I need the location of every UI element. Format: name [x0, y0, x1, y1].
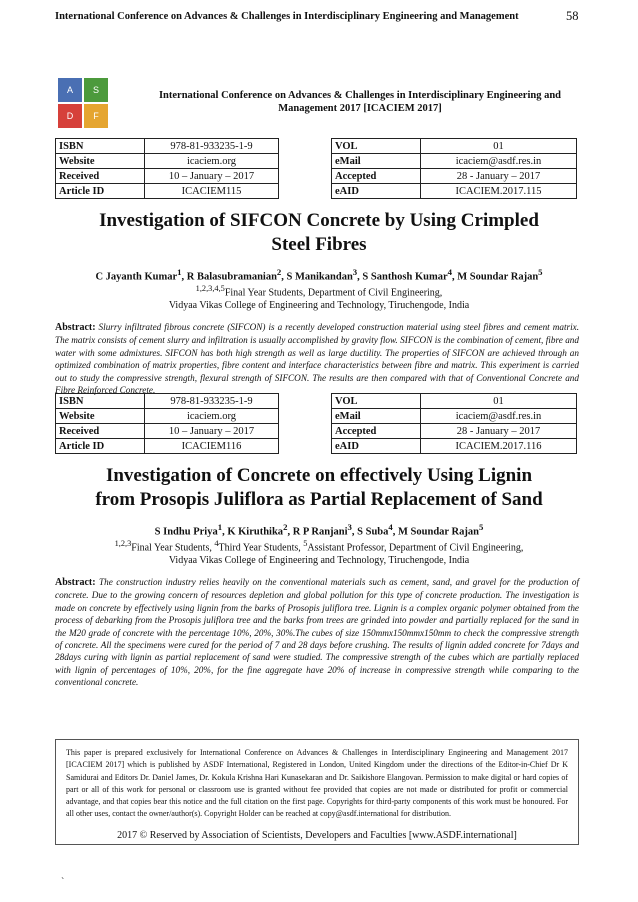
table-row [56, 424, 279, 439]
abstract-text: The construction industry relies heavily on the conventional materials such as cement, sand, and gravel for the production of concrete. Due to the growing concern of resources depletion and global pollution for this type of concrete production. The investigation is made on concrete by effectively using lignin from the barks of Prosopis juliflora tree. Lignin is a complex organic polymer obtained from the process of debarking from the Prosopis juliflora tree and the barks from trees are grinded into powder and partially replaced for the sand in the M20 grade of concrete with the percentage 10%, 20%, 30%.The cubes of size 150mmx150mmx150mm to check the compressive strength of concrete. All the specimens were cured for the period of 7 and 28 days before crushing. The results of lignin added concrete for 7days and 28days curing with lignin as partial replacement of sand were studied. The compressive strength of the cubes which are partially replaced with lignin of percentages of 10%, 20%, for the fine aggregate have 20% of increase in compressive strength while comparing to the conventional concrete. [55, 577, 579, 688]
author-sup: 1 [177, 267, 182, 277]
meta-email[interactable]: icaciem@asdf.res.in [421, 409, 577, 424]
author-name: S Indhu Priya [154, 526, 218, 538]
meta-value: 10 – January – 2017 [145, 169, 279, 184]
paper1-meta-left [55, 138, 279, 199]
affil-text: Third Year Students, [218, 542, 304, 554]
author-sup: 4 [447, 267, 452, 277]
meta-value: ICACIEM.2017.115 [421, 184, 577, 199]
meta-value: icaciem.org [145, 154, 279, 169]
paper2-abstract [55, 576, 579, 689]
table-row [332, 139, 577, 154]
author-name: R P Ranjani [292, 526, 348, 538]
author-name: S Santhosh Kumar [362, 271, 448, 283]
copyright-line: 2017 © Reserved by Association of Scientists, Developers and Faculties [www.ASDF.international] [117, 829, 517, 841]
table-row [332, 169, 577, 184]
affil-sup: 5 [303, 539, 308, 548]
affil-sup: 4 [214, 539, 219, 548]
meta-value: 28 - January – 2017 [421, 169, 577, 184]
meta-key: Received [56, 169, 145, 184]
paper2-meta-right [331, 393, 577, 454]
abstract-text: Slurry infiltrated fibrous concrete (SIFCON) is a recently developed construction material using steel fibres and cement matrix. The matrix consists of cement slurry and infiltration is usually accomplished by gravity flow. SIFCON is the combination of cement, fibre and water with some admixtures. SIFCON has both high strength as well as large ductility. The properties of SIFCON are achieved through an optimized combination of matrix properties, fibre content and interface characteristics between fibre and matrix. This experiment is carried out to study the compressive strength, flexural strength of SIFCON. The results are then compared with that of Conventional Concrete and Fibre Reinforced Concrete. [55, 322, 579, 396]
notice-text: This paper is prepared exclusively for International Conference on Advances & Challenges in Interdisciplinary Engineering and Management 2017 [ICACIEM 2017] which is published by ASDF International, Registered in London, United Kingdom under the directions of the Editor-in-Chief Dr K Samidurai and Editors Dr. Daniel James, Dr. Kokula Krishna Hari Kunasekaran and Dr. Saikishore Elangovan. Permission to make digital or hard copies of part or all of this work for personal or classroom use is granted without fee provided that copies are not made or distributed for profit or commercial advantage, and that copies bear this notice and the full citation on the first page. Copyrights for third-party components of this work must be honoured. For all other uses, contact the owner/author(s). Copyright Holder can be reached at copy@asdf.international for distribution. [66, 748, 568, 819]
paper1-authors: C Jayanth Kumar$^1$, R Balasubramanian$^2$, S Manikandan$^3$, S Santhosh Kumar$^4$, M Soundar Rajan$^5$ [95, 267, 543, 283]
meta-key: Accepted [332, 169, 421, 184]
paper2-authors: S Indhu Priya$^1$, K Kiruthika$^2$, R P Ranjani$^3$, S Suba$^4$, M Soundar Rajan$^5$ [154, 522, 484, 538]
table-row [332, 439, 577, 454]
meta-value: ICACIEM.2017.116 [421, 439, 577, 454]
author-name: K Kiruthika [227, 526, 284, 538]
table-row [56, 139, 279, 154]
logo-letter-f: F [84, 104, 108, 128]
author-sup: 3 [347, 522, 352, 532]
asdf-logo [58, 78, 108, 128]
meta-key: eMail [332, 409, 421, 424]
meta-key: eAID [332, 439, 421, 454]
affil-text: Assistant Professor, Department of Civil Engineering, [307, 542, 524, 554]
table-row [56, 169, 279, 184]
paper2-affiliation [40, 537, 598, 567]
footer-mark: ` [61, 877, 65, 888]
meta-key: Article ID [56, 184, 145, 199]
table-row [56, 439, 279, 454]
table-row [332, 154, 577, 169]
author-name: M Soundar Rajan [457, 271, 539, 283]
affil-line: Vidyaa Vikas College of Engineering and Technology, Tiruchengode, India [168, 300, 470, 312]
logo-letter-s: S [84, 78, 108, 102]
meta-key: eMail [332, 154, 421, 169]
author-sup: 5 [478, 522, 484, 532]
page-number: 58 [566, 9, 579, 23]
meta-key: ISBN [56, 139, 145, 154]
copyright-notice-box [55, 739, 579, 845]
meta-value: ICACIEM115 [145, 184, 279, 199]
paper1-abstract [55, 321, 579, 396]
paper2-meta-left [55, 393, 279, 454]
paper2-title [40, 464, 598, 512]
author-name: C Jayanth Kumar [95, 271, 178, 283]
affil-sup: 1,2,3,4,5 [195, 284, 225, 293]
paper1-meta-right [331, 138, 577, 199]
author-name: M Soundar Rajan [398, 526, 479, 538]
meta-value: 01 [421, 394, 577, 409]
table-row [56, 409, 279, 424]
paper2-title-line1: Investigation of Concrete on effectively Using Lignin [105, 465, 533, 486]
table-row [56, 154, 279, 169]
meta-email[interactable]: icaciem@asdf.res.in [421, 154, 577, 169]
meta-value: 978-81-933235-1-9 [145, 139, 279, 154]
meta-value: ICACIEM116 [145, 439, 279, 454]
logo-letter-d: D [58, 104, 82, 128]
affil-text: Final Year Students, [131, 542, 215, 554]
meta-value: 28 - January – 2017 [421, 424, 577, 439]
author-sup: 2 [283, 522, 288, 532]
table-row [56, 394, 279, 409]
table-row [332, 394, 577, 409]
meta-key: Accepted [332, 424, 421, 439]
author-name: S Suba [357, 526, 389, 538]
meta-key: ISBN [56, 394, 145, 409]
logo-letter-a: A [58, 78, 82, 102]
paper1-affiliation [40, 282, 598, 312]
affil-sup: 1,2,3 [114, 539, 132, 548]
meta-key: Website [56, 409, 145, 424]
table-row [332, 424, 577, 439]
paper1-title-line2: Steel Fibres [271, 234, 367, 255]
meta-key: Website [56, 154, 145, 169]
author-sup: 5 [538, 267, 543, 277]
meta-value: 978-81-933235-1-9 [145, 394, 279, 409]
affil-line: Final Year Students, Department of Civil Engineering, [224, 287, 443, 299]
author-name: S Manikandan [286, 271, 353, 283]
table-row [56, 184, 279, 199]
meta-value: 01 [421, 139, 577, 154]
meta-key: VOL [332, 394, 421, 409]
abstract-label: Abstract: [55, 577, 96, 588]
meta-key: VOL [332, 139, 421, 154]
table-row [332, 409, 577, 424]
paper2-title-line2: from Prosopis Juliflora as Partial Replacement of Sand [95, 489, 543, 510]
conference-title: International Conference on Advances & Challenges in Interdisciplinary Engineering and Management 2017 [ICACIEM 2017] [158, 90, 562, 114]
meta-key: Article ID [56, 439, 145, 454]
meta-value: 10 – January – 2017 [145, 424, 279, 439]
author-sup: 2 [276, 267, 282, 277]
running-head: International Conference on Advances & Challenges in Interdisciplinary Engineering and Management [55, 11, 519, 22]
paper1-title-line1: Investigation of SIFCON Concrete by Using Crimpled [99, 210, 539, 231]
paper1-title [40, 209, 598, 257]
abstract-label: Abstract: [55, 322, 96, 333]
affil-line: Vidyaa Vikas College of Engineering and Technology, Tiruchengode, India [168, 555, 470, 567]
author-sup: 4 [388, 522, 393, 532]
author-sup: 3 [352, 267, 358, 277]
author-name: R Balasubramanian [186, 271, 277, 283]
meta-key: Received [56, 424, 145, 439]
table-row [332, 184, 577, 199]
meta-key: eAID [332, 184, 421, 199]
author-sup: 1 [217, 522, 223, 532]
meta-value: icaciem.org [145, 409, 279, 424]
